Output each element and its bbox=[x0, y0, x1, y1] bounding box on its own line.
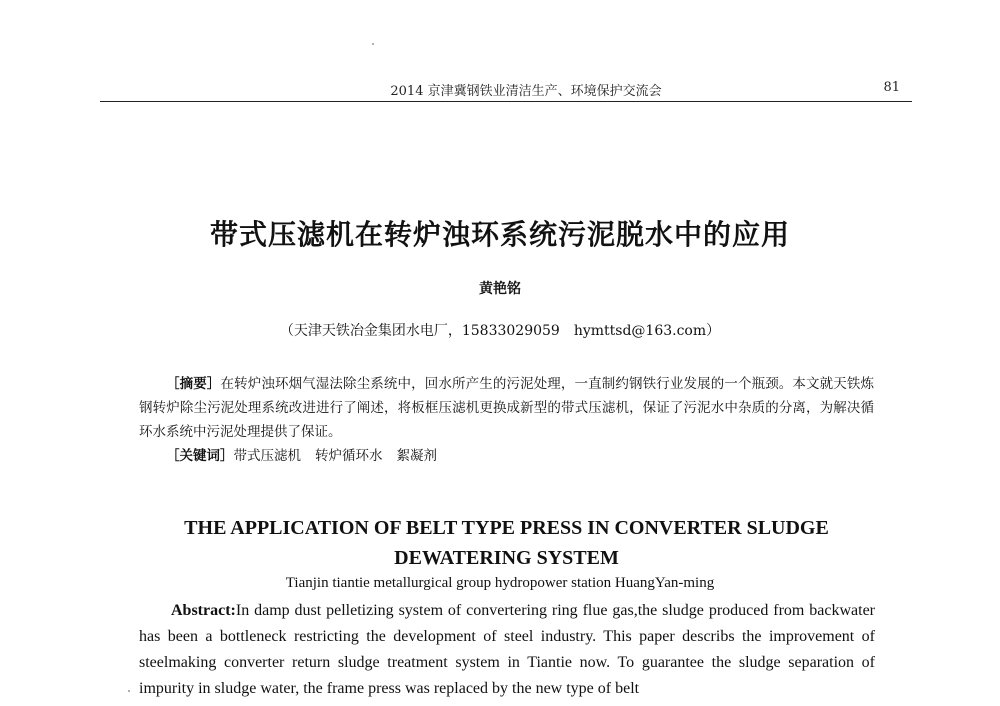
running-header bbox=[140, 76, 912, 98]
author-affiliation: （天津天铁冶金集团水电厂，15833029059 hymttsd@163.com） bbox=[279, 323, 721, 339]
english-abstract-text: In damp dust pelletizing system of convertering ring flue gas,the sludge produced from backwater has been a bottleneck restricting the development of steel industry. This paper describs the improvement of steelmaking converter return sludge treatment system in Tiantie now. To guarantee the sludge separation of impurity in sludge water, the frame press was replaced by the new type of belt bbox=[139, 602, 875, 697]
running-header-title: 2014 京津冀钢铁业清洁生产、环境保护交流会 bbox=[390, 84, 662, 99]
english-affiliation: Tianjin tiantie metallurgical group hydropower station HuangYan-ming bbox=[285, 575, 715, 591]
abstract-text: 在转炉浊环烟气湿法除尘系统中，回水所产生的污泥处理，一直制约钢铁行业发展的一个瓶颈。本文就天铁炼钢转炉除尘污泥处理系统改进进行了阐述，将板框压滤机更换成新型的带式压滤机，保证了污泥水中杂质的分离，为解决循环水系统中污泥处理提供了保证。 bbox=[139, 376, 875, 440]
scan-speck bbox=[372, 43, 374, 45]
keyword: 絮凝剂 bbox=[396, 448, 437, 464]
header-rule bbox=[100, 101, 912, 102]
abstract-label: ［摘要］ bbox=[166, 376, 221, 392]
page-number: 81 bbox=[883, 80, 900, 95]
keyword: 转炉循环水 bbox=[315, 448, 383, 464]
scan-speck bbox=[128, 690, 130, 692]
english-abstract-label: Abstract: bbox=[171, 602, 236, 619]
keywords-label: ［关键词］ bbox=[166, 448, 234, 464]
english-abstract bbox=[139, 598, 875, 702]
chinese-keywords bbox=[139, 444, 874, 468]
article-title: 带式压滤机在转炉浊环系统污泥脱水中的应用 bbox=[209, 218, 790, 251]
english-title: THE APPLICATION OF BELT TYPE PRESS IN CONVERTER SLUDGE DEWATERING SYSTEM bbox=[184, 517, 829, 569]
keyword: 带式压滤机 bbox=[233, 448, 301, 464]
author-name: 黄艳铭 bbox=[479, 281, 521, 297]
chinese-abstract-block bbox=[139, 372, 874, 468]
chinese-abstract bbox=[139, 372, 874, 444]
